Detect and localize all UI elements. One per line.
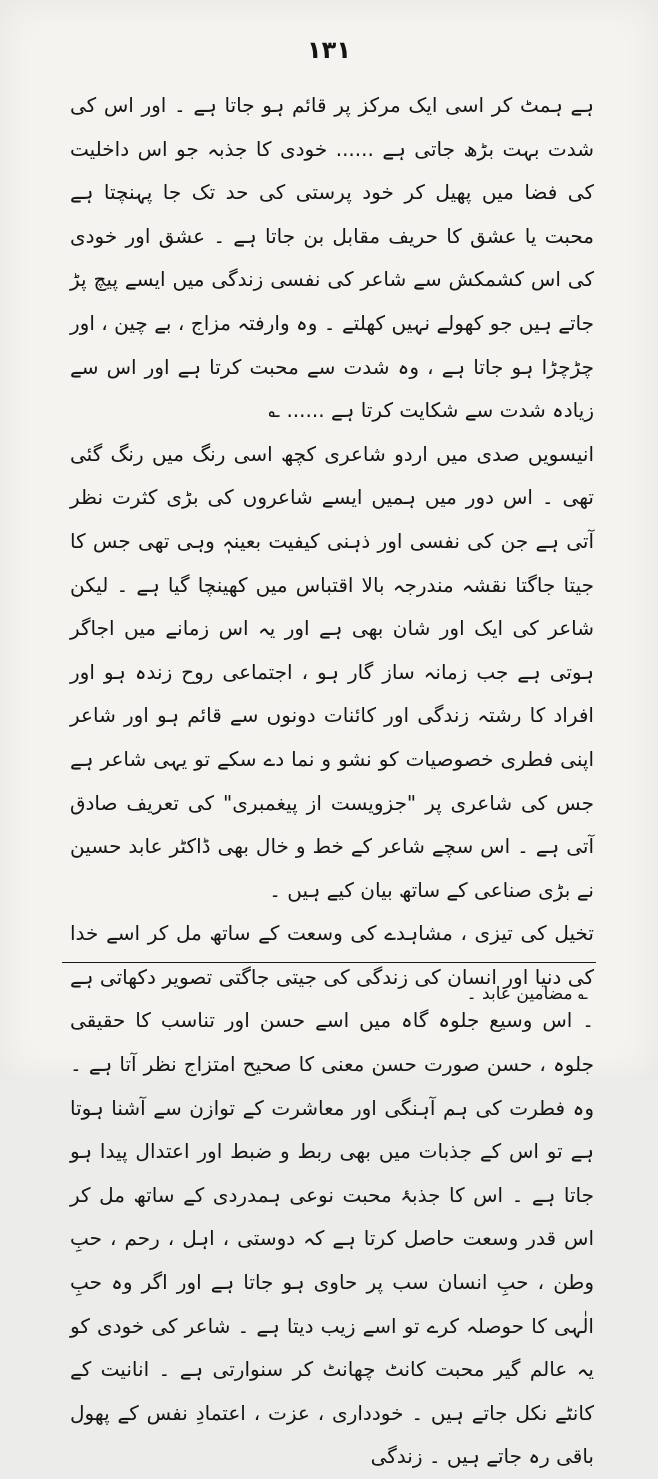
paragraph-3: تخیل کی تیزی ، مشاہدے کی وسعت کے ساتھ مل کر اسے خدا کی دنیا اور انسان کی زندگی کی جیتی جاگتی تصویر دکھاتی ہے ۔ اس وسیع جلوہ گاہ میں اسے حسن اور تناسب کا حقیقی جلوہ ، حسن صورت حسن معنی کا صحیح امتزاج نظر آتا ہے ۔ وہ فطرت کی ہم آہنگی اور معاشرت کے توازن سے آشنا ہوتا ہے تو اس کے جذبات میں بھی ربط و ضبط اور اعتدال پیدا ہو جاتا ہے ۔ اس کا جذبۂ محبت نوعی ہمدردی کے ساتھ مل کر اس قدر وسعت حاصل کرتا ہے کہ دوستی ، اہل ، رحم ، حبِ وطن ، حبِ انسان سب پر حاوی ہو جاتا ہے اور اگر وہ حبِ الٰہی کا حوصلہ کرے تو اسے زیب دیتا ہے ۔ شاعر کی خودی کو یہ عالم گیر محبت کانٹ چھانٹ کر سنوارتی ہے ۔ انانیت کے کانٹے نکل جاتے ہیں ۔ خودداری ، عزت ، اعتمادِ نفس کے پھول باقی رہ جاتے ہیں ۔ زندگی [70,921,594,1469]
page-number: ۱۳۱ [307,36,351,64]
paragraph-1: ہے ہمٹ کر اسی ایک مرکز پر قائم ہو جاتا ہے ۔ اور اس کی شدت بہت بڑھ جاتی ہے ...... خودی کا جذبہ جو اس داخلیت کی فضا میں پھیل کر خود پرستی کی حد تک جا پہنچتا ہے محبت یا عشق کا حریف مقابل بن جاتا ہے ۔ عشق اور خودی کی اس کشمکش سے شاعر کی نفسی زندگی میں ایسے پیچ پڑ جاتے ہیں جو کھولے نہیں کھلتے ۔ وہ وارفتہ مزاج ، بے چین ، اور چڑچڑا ہو جاتا ہے ، وہ شدت سے محبت کرتا ہے اور اس سے زیادہ شدت سے شکایت کرتا ہے ...... ؎ [70,93,594,423]
footnote-divider [62,962,596,963]
paragraph-2: انیسویں صدی میں اردو شاعری کچھ اسی رنگ میں رنگ گئی تھی ۔ اس دور میں ہمیں ایسے شاعروں کی بڑی کثرت نظر آتی ہے جن کی نفسی اور ذہنی کیفیت بعینہٖ وہی تھی جس کا جیتا جاگتا نقشہ مندرجہ بالا اقتباس میں کھینچا گیا ہے ۔ لیکن شاعر کی ایک اور شان بھی ہے اور یہ اس زمانے میں اجاگر ہوتی ہے جب زمانہ ساز گار ہو ، اجتماعی روح زندہ ہو اور افراد کا رشتہ زندگی اور کائنات دونوں سے قائم ہو اور شاعر اپنی فطری خصوصیات کو نشو و نما دے سکے تو یہی شاعر ہے جس کی شاعری پر "جزویست از پیغمبری" کی تعریف صادق آتی ہے ۔ اس سچے شاعر کے خط و خال بھی ڈاکٹر عابد حسین نے بڑی صناعی کے ساتھ بیان کیے ہیں ۔ [70,441,594,902]
footnote: ؎ مضامین عابد ۔ [466,984,588,1004]
body-text [70,84,594,1479]
